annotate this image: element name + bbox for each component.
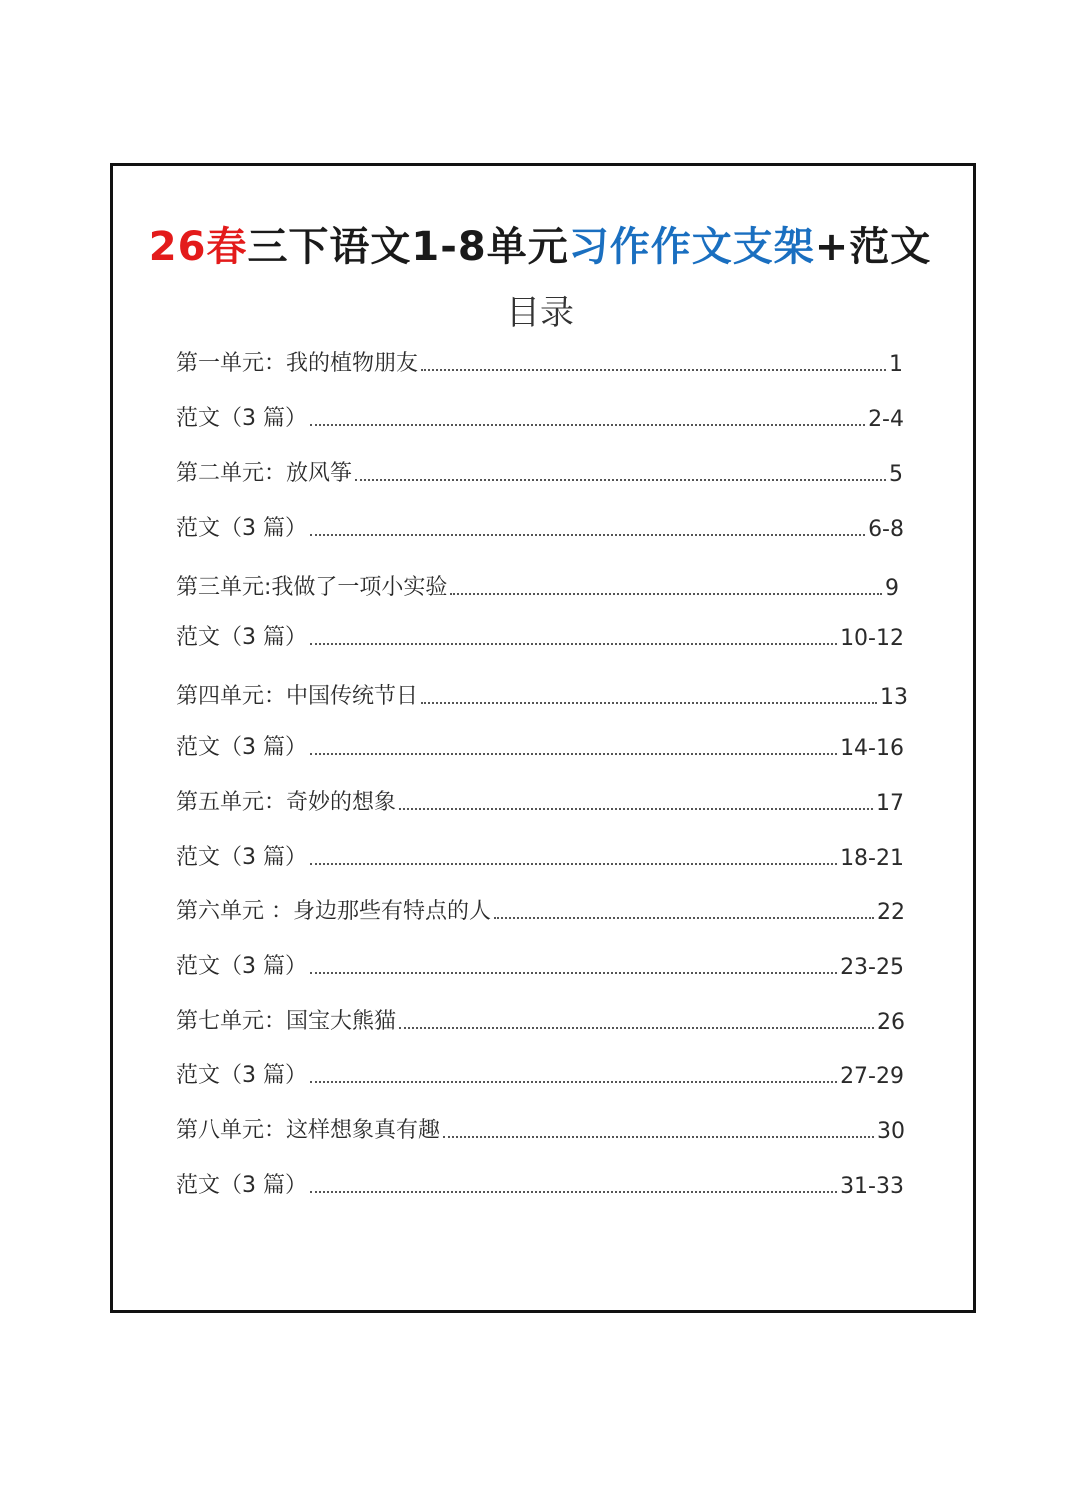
toc-entry-label: 第一单元：我的植物朋友	[176, 351, 419, 376]
toc-page-number: 9	[885, 576, 899, 601]
toc-leader-dots	[355, 479, 886, 481]
toc-leader-dots	[399, 808, 873, 810]
title-suffix: +范文	[814, 224, 932, 270]
toc-page-number: 18-21	[840, 846, 904, 871]
toc-entry-label: 范文（3 篇）	[176, 1173, 307, 1198]
toc-entry-label: 第二单元：放风筝	[176, 461, 353, 486]
toc-row[interactable]	[176, 837, 904, 871]
toc-entry-label: 范文（3 篇）	[176, 954, 307, 979]
toc-entry-label: 范文（3 篇）	[176, 845, 307, 870]
toc-entry-label: 第六单元 ：身边那些有特点的人	[176, 899, 491, 924]
toc-row[interactable]	[176, 567, 899, 601]
toc-leader-dots	[421, 702, 877, 704]
toc-entry-label: 范文（3 篇）	[176, 406, 307, 431]
toc-row[interactable]	[176, 1001, 905, 1035]
toc-page-number: 31-33	[840, 1174, 904, 1199]
toc-heading: 目录	[506, 293, 574, 333]
toc-leader-dots	[421, 369, 886, 371]
title-subject: 三下语文1-8单元	[247, 224, 569, 270]
toc-page-number: 23-25	[840, 955, 904, 980]
toc-page-number: 30	[877, 1119, 905, 1144]
toc-leader-dots	[399, 1027, 874, 1029]
toc-entry-label: 范文（3 篇）	[176, 625, 307, 650]
toc-leader-dots	[310, 1191, 837, 1193]
toc-row[interactable]	[176, 617, 904, 651]
document-title	[0, 215, 1080, 272]
toc-leader-dots	[310, 1081, 837, 1083]
toc-entry-label: 第四单元：中国传统节日	[176, 684, 419, 709]
toc-page-number: 27-29	[840, 1064, 904, 1089]
title-topic: 习作作文支架	[568, 224, 815, 270]
toc-page-number: 14-16	[840, 736, 904, 761]
toc-row[interactable]	[176, 782, 904, 816]
toc-page-number: 6-8	[868, 517, 904, 542]
toc-page-number: 17	[876, 791, 904, 816]
toc-row[interactable]	[176, 343, 903, 377]
toc-page-number: 13	[880, 685, 908, 710]
toc-row[interactable]	[176, 398, 904, 432]
toc-page-number: 10-12	[840, 626, 904, 651]
toc-entry-label: 第七单元：国宝大熊猫	[176, 1009, 397, 1034]
toc-leader-dots	[310, 424, 865, 426]
toc-leader-dots	[310, 534, 865, 536]
toc-leader-dots	[310, 972, 837, 974]
toc-leader-dots	[310, 753, 837, 755]
toc-leader-dots	[494, 917, 874, 919]
toc-row[interactable]	[176, 1165, 904, 1199]
toc-row[interactable]	[176, 508, 904, 542]
toc-row[interactable]	[176, 946, 904, 980]
title-season: 26春	[148, 224, 248, 270]
toc-leader-dots	[310, 643, 837, 645]
toc-page-number: 5	[889, 462, 903, 487]
toc-entry-label: 范文（3 篇）	[176, 516, 307, 541]
toc-leader-dots	[310, 863, 837, 865]
toc-leader-dots	[450, 593, 882, 595]
toc-row[interactable]	[176, 1110, 905, 1144]
toc-entry-label: 第五单元：奇妙的想象	[176, 790, 397, 815]
toc-row[interactable]	[176, 891, 905, 925]
toc-row[interactable]	[176, 676, 908, 710]
toc-entry-label: 第三单元:我做了一项小实验	[176, 575, 448, 600]
toc-page-number: 26	[877, 1010, 905, 1035]
toc-row[interactable]	[176, 727, 904, 761]
toc-page-number: 2-4	[868, 407, 904, 432]
toc-page-number: 1	[889, 352, 903, 377]
toc-entry-label: 范文（3 篇）	[176, 1063, 307, 1088]
toc-row[interactable]	[176, 453, 903, 487]
toc-leader-dots	[443, 1136, 874, 1138]
toc-row[interactable]	[176, 1055, 904, 1089]
toc-entry-label: 第八单元：这样想象真有趣	[176, 1118, 441, 1143]
toc-page-number: 22	[877, 900, 905, 925]
toc-entry-label: 范文（3 篇）	[176, 735, 307, 760]
